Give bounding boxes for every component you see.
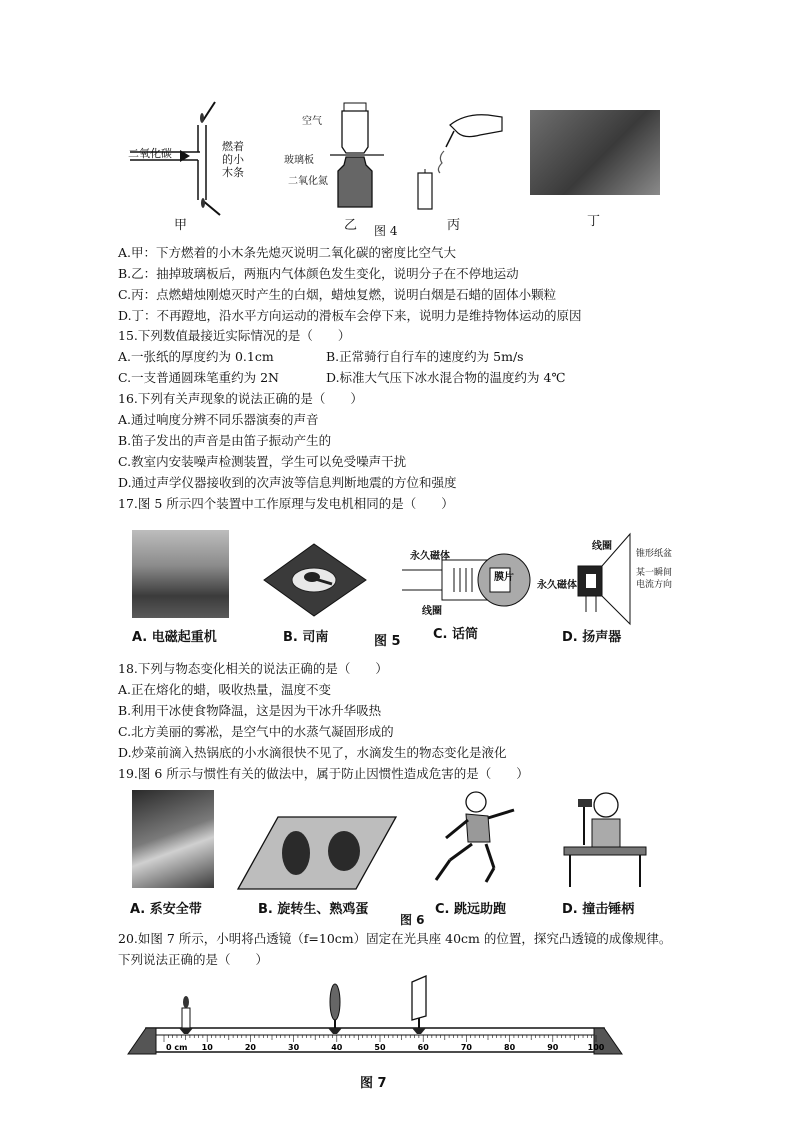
- fig5-spk-current2-label: 电流方向: [636, 580, 673, 590]
- fig4-panel-jia: 甲: [174, 218, 188, 233]
- fig7-tick-label: 60: [417, 1043, 429, 1052]
- q17-stem: 17.图 5 所示四个装置中工作原理与发电机相同的是（ ）: [118, 496, 454, 511]
- q16-option-c: C.教室内安装噪声检测装置，学生可以免受噪声干扰: [118, 454, 407, 469]
- q18-option-d: D.炒菜前滴入热锅底的小水滴很快不见了，水滴发生的物态变化是液化: [118, 745, 507, 760]
- q15-stem: 15.下列数值最接近实际情况的是（ ）: [118, 328, 351, 343]
- q15-option-d: D.标准大气压下冰水混合物的温度约为 4℃: [326, 370, 566, 385]
- fig4-air-label: 空气: [302, 116, 322, 127]
- fig7-tick-label: 30: [288, 1043, 300, 1052]
- fig6-seatbelt-photo: [132, 790, 214, 888]
- fig5-caption-d: D. 扬声器: [562, 630, 622, 645]
- fig4-option-a: A.甲：下方燃着的小木条先熄灭说明二氧化碳的密度比空气大: [118, 245, 457, 260]
- q18-option-c: C.北方美丽的雾凇，是空气中的水蒸气凝固形成的: [118, 724, 394, 739]
- q19-stem: 19.图 6 所示与惯性有关的做法中，属于防止因惯性造成危害的是（ ）: [118, 766, 529, 781]
- fig4-yi-bottles: [332, 95, 402, 215]
- fig7-tick-label: 20: [244, 1043, 256, 1052]
- fig4-no2-label: 二氧化氮: [288, 176, 328, 187]
- fig6-long-jump-runner: [430, 788, 520, 888]
- fig6-caption-d: D. 撞击锤柄: [562, 902, 635, 917]
- fig5-mic-membrane-label: 膜片: [494, 572, 514, 583]
- q16-stem: 16.下列有关声现象的说法正确的是（ ）: [118, 391, 363, 406]
- fig5-caption-b: B. 司南: [283, 630, 329, 645]
- q18-stem: 18.下列与物态变化相关的说法正确的是（ ）: [118, 661, 388, 676]
- fig4-stick-label: 燃着的小木条: [222, 140, 244, 179]
- fig4-caption: 图 4: [374, 224, 398, 238]
- q16-option-a: A.通过响度分辨不同乐器演奏的声音: [118, 412, 319, 427]
- q20-stem-line2: 下列说法正确的是（ ）: [118, 952, 269, 967]
- fig7-tick-label: 90: [547, 1043, 559, 1052]
- fig4-panel-ding: 丁: [587, 214, 601, 229]
- fig5-spk-cone-label: 锥形纸盆: [636, 549, 673, 559]
- fig6-caption-b: B. 旋转生、熟鸡蛋: [258, 902, 369, 917]
- fig5-spk-current1-label: 某一瞬间: [636, 568, 673, 578]
- fig7-tick-label: 50: [374, 1043, 386, 1052]
- fig4-option-c: C.丙：点燃蜡烛刚熄灭时产生的白烟，蜡烛复燃，说明白烟是石蜡的固体小颗粒: [118, 287, 557, 302]
- fig4-bing-candle: [410, 105, 500, 215]
- fig7-tick-label: 10: [201, 1043, 213, 1052]
- fig6-hammer-boy: [560, 783, 650, 893]
- fig4-panel-bing: 丙: [447, 218, 461, 233]
- q15-option-c: C.一支普通圆珠笔重约为 2N: [118, 370, 279, 385]
- q18-option-b: B.利用干冰使食物降温，这是因为干冰升华吸热: [118, 703, 382, 718]
- q15-option-b: B.正常骑行自行车的速度约为 5m/s: [326, 349, 524, 364]
- q15-option-a: A.一张纸的厚度约为 0.1cm: [118, 349, 274, 364]
- fig6-caption-a: A. 系安全带: [130, 902, 202, 917]
- fig5-mic-coil-label: 线圈: [422, 606, 442, 617]
- fig5-caption-a: A. 电磁起重机: [132, 630, 217, 645]
- fig5-crane-photo: [132, 530, 229, 618]
- fig7-tick-label: 80: [504, 1043, 516, 1052]
- fig4-option-d: D.丁：不再蹬地，沿水平方向运动的滑板车会停下来，说明力是维持物体运动的原因: [118, 308, 582, 323]
- q20-stem-line1: 20.如图 7 所示，小明将凸透镜（f=10cm）固定在光具座 40cm 的位置，探究凸透镜的成像规律。: [118, 931, 672, 946]
- fig4-ding-photo: [530, 110, 660, 195]
- fig4-option-b: B.乙：抽掉玻璃板后，两瓶内气体颜色发生变化，说明分子在不停地运动: [118, 266, 519, 281]
- q16-option-d: D.通过声学仪器接收到的次声波等信息判断地震的方位和强度: [118, 475, 457, 490]
- q16-option-b: B.笛子发出的声音是由笛子振动产生的: [118, 433, 332, 448]
- fig7-tick-label: 70: [460, 1043, 472, 1052]
- fig4-glass-label: 玻璃板: [284, 155, 314, 166]
- fig7-tick-label: 40: [331, 1043, 343, 1052]
- fig6-caption-c: C. 跳远助跑: [435, 902, 507, 917]
- fig5-spk-magnet-label: 永久磁体: [537, 580, 577, 591]
- fig7-optical-bench: [126, 980, 626, 1070]
- fig4-co2-label: 二氧化碳: [128, 147, 172, 160]
- fig7-tick-label: 100: [587, 1043, 605, 1052]
- q18-option-a: A.正在熔化的蜡，吸收热量，温度不变: [118, 682, 332, 697]
- fig7-fig-label: 图 7: [360, 1076, 387, 1091]
- fig6-eggs: [238, 815, 398, 895]
- fig6-fig-label: 图 6: [400, 913, 425, 927]
- fig5-mic-magnet-label: 永久磁体: [410, 551, 450, 562]
- fig5-caption-c: C. 话筒: [433, 627, 479, 642]
- fig5-spk-coil-label: 线圈: [592, 541, 612, 552]
- fig4-panel-yi: 乙: [344, 218, 358, 233]
- fig5-fig-label: 图 5: [374, 634, 401, 649]
- fig5-compass: [254, 540, 374, 620]
- fig7-tick-label: 0 cm: [166, 1043, 188, 1052]
